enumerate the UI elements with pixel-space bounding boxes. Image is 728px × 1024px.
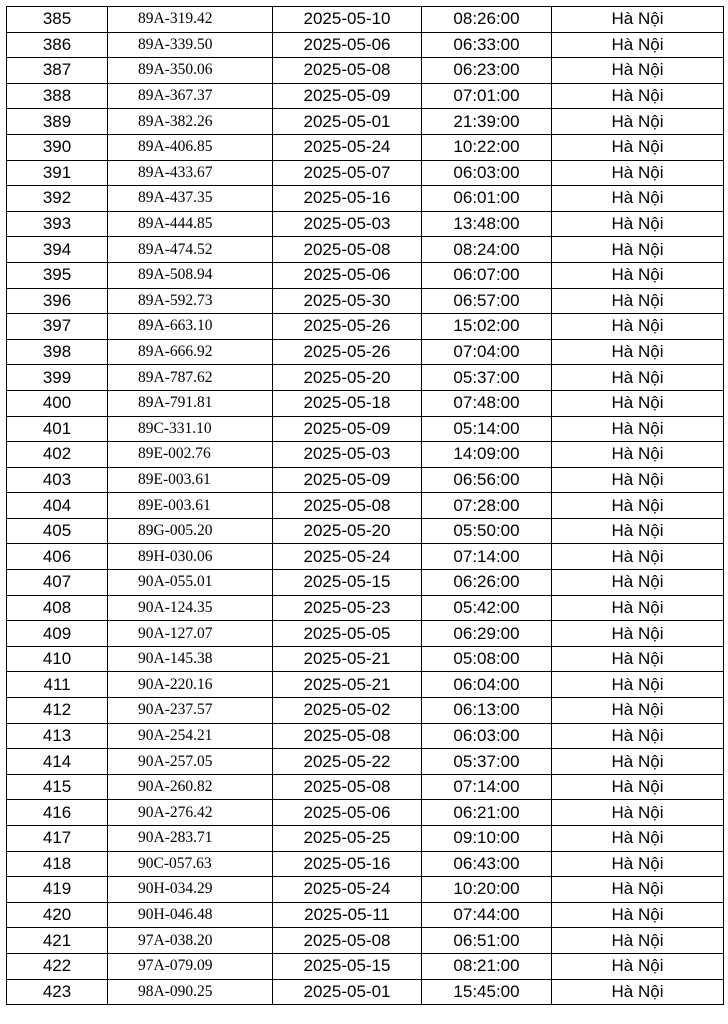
date-cell: 2025-05-08 — [273, 723, 422, 749]
license-plate-cell: 90A-124.35 — [108, 595, 273, 621]
license-plate-cell: 98A-090.25 — [108, 979, 273, 1005]
city-cell: Hà Nội — [552, 723, 724, 749]
table-row — [7, 953, 724, 979]
time-cell: 06:23:00 — [422, 58, 552, 84]
table-row — [7, 58, 724, 84]
date-cell: 2025-05-06 — [273, 32, 422, 58]
date-cell: 2025-05-02 — [273, 698, 422, 724]
time-cell: 08:21:00 — [422, 953, 552, 979]
time-cell: 09:10:00 — [422, 826, 552, 852]
row-number-cell: 415 — [7, 774, 108, 800]
time-cell: 10:22:00 — [422, 134, 552, 160]
time-cell: 06:13:00 — [422, 698, 552, 724]
date-cell: 2025-05-08 — [273, 774, 422, 800]
table-body — [7, 7, 724, 1005]
date-cell: 2025-05-06 — [273, 262, 422, 288]
city-cell: Hà Nội — [552, 160, 724, 186]
table-row — [7, 646, 724, 672]
date-cell: 2025-05-15 — [273, 953, 422, 979]
city-cell: Hà Nội — [552, 442, 724, 468]
date-cell: 2025-05-30 — [273, 288, 422, 314]
date-cell: 2025-05-26 — [273, 314, 422, 340]
city-cell: Hà Nội — [552, 518, 724, 544]
table-row — [7, 544, 724, 570]
date-cell: 2025-05-08 — [273, 237, 422, 263]
city-cell: Hà Nội — [552, 979, 724, 1005]
date-cell: 2025-05-05 — [273, 621, 422, 647]
time-cell: 07:14:00 — [422, 774, 552, 800]
date-cell: 2025-05-24 — [273, 877, 422, 903]
row-number-cell: 404 — [7, 493, 108, 519]
license-plate-cell: 89A-437.35 — [108, 186, 273, 212]
city-cell: Hà Nội — [552, 672, 724, 698]
license-plate-cell: 89A-444.85 — [108, 211, 273, 237]
time-cell: 15:02:00 — [422, 314, 552, 340]
table-row — [7, 390, 724, 416]
city-cell: Hà Nội — [552, 544, 724, 570]
table-row — [7, 698, 724, 724]
date-cell: 2025-05-25 — [273, 826, 422, 852]
date-cell: 2025-05-01 — [273, 109, 422, 135]
time-cell: 13:48:00 — [422, 211, 552, 237]
license-plate-cell: 89A-433.67 — [108, 160, 273, 186]
date-cell: 2025-05-21 — [273, 672, 422, 698]
license-plate-cell: 90A-055.01 — [108, 570, 273, 596]
time-cell: 07:14:00 — [422, 544, 552, 570]
table-row — [7, 979, 724, 1005]
row-number-cell: 406 — [7, 544, 108, 570]
time-cell: 07:28:00 — [422, 493, 552, 519]
time-cell: 05:37:00 — [422, 749, 552, 775]
row-number-cell: 420 — [7, 902, 108, 928]
license-plate-cell: 97A-038.20 — [108, 928, 273, 954]
time-cell: 07:01:00 — [422, 83, 552, 109]
time-cell: 06:56:00 — [422, 467, 552, 493]
city-cell: Hà Nội — [552, 902, 724, 928]
table-row — [7, 442, 724, 468]
city-cell: Hà Nội — [552, 698, 724, 724]
date-cell: 2025-05-18 — [273, 390, 422, 416]
date-cell: 2025-05-22 — [273, 749, 422, 775]
row-number-cell: 402 — [7, 442, 108, 468]
time-cell: 06:04:00 — [422, 672, 552, 698]
row-number-cell: 388 — [7, 83, 108, 109]
time-cell: 05:42:00 — [422, 595, 552, 621]
time-cell: 06:43:00 — [422, 851, 552, 877]
city-cell: Hà Nội — [552, 953, 724, 979]
date-cell: 2025-05-20 — [273, 365, 422, 391]
time-cell: 06:03:00 — [422, 160, 552, 186]
row-number-cell: 389 — [7, 109, 108, 135]
time-cell: 06:03:00 — [422, 723, 552, 749]
row-number-cell: 390 — [7, 134, 108, 160]
table-row — [7, 134, 724, 160]
license-plate-cell: 89A-367.37 — [108, 83, 273, 109]
date-cell: 2025-05-20 — [273, 518, 422, 544]
table-row — [7, 826, 724, 852]
table-row — [7, 570, 724, 596]
table-row — [7, 109, 724, 135]
row-number-cell: 419 — [7, 877, 108, 903]
license-plate-cell: 90A-260.82 — [108, 774, 273, 800]
city-cell: Hà Nội — [552, 365, 724, 391]
date-cell: 2025-05-03 — [273, 211, 422, 237]
license-plate-cell: 89A-663.10 — [108, 314, 273, 340]
time-cell: 06:07:00 — [422, 262, 552, 288]
license-plate-cell: 89G-005.20 — [108, 518, 273, 544]
table-row — [7, 288, 724, 314]
time-cell: 14:09:00 — [422, 442, 552, 468]
table-row — [7, 851, 724, 877]
city-cell: Hà Nội — [552, 749, 724, 775]
date-cell: 2025-05-23 — [273, 595, 422, 621]
city-cell: Hà Nội — [552, 339, 724, 365]
city-cell: Hà Nội — [552, 851, 724, 877]
date-cell: 2025-05-21 — [273, 646, 422, 672]
license-plate-cell: 89A-474.52 — [108, 237, 273, 263]
license-plate-cell: 89C-331.10 — [108, 416, 273, 442]
row-number-cell: 423 — [7, 979, 108, 1005]
time-cell: 06:33:00 — [422, 32, 552, 58]
row-number-cell: 418 — [7, 851, 108, 877]
row-number-cell: 387 — [7, 58, 108, 84]
row-number-cell: 385 — [7, 7, 108, 33]
time-cell: 07:04:00 — [422, 339, 552, 365]
time-cell: 06:51:00 — [422, 928, 552, 954]
table-row — [7, 83, 724, 109]
row-number-cell: 421 — [7, 928, 108, 954]
date-cell: 2025-05-24 — [273, 134, 422, 160]
table-row — [7, 518, 724, 544]
date-cell: 2025-05-16 — [273, 851, 422, 877]
row-number-cell: 391 — [7, 160, 108, 186]
city-cell: Hà Nội — [552, 237, 724, 263]
city-cell: Hà Nội — [552, 877, 724, 903]
table-row — [7, 416, 724, 442]
city-cell: Hà Nội — [552, 314, 724, 340]
row-number-cell: 393 — [7, 211, 108, 237]
row-number-cell: 416 — [7, 800, 108, 826]
table-row — [7, 467, 724, 493]
row-number-cell: 414 — [7, 749, 108, 775]
time-cell: 08:26:00 — [422, 7, 552, 33]
time-cell: 06:57:00 — [422, 288, 552, 314]
city-cell: Hà Nội — [552, 7, 724, 33]
table-row — [7, 365, 724, 391]
city-cell: Hà Nội — [552, 416, 724, 442]
license-plate-cell: 89A-382.26 — [108, 109, 273, 135]
city-cell: Hà Nội — [552, 467, 724, 493]
city-cell: Hà Nội — [552, 83, 724, 109]
license-plate-cell: 90A-257.05 — [108, 749, 273, 775]
date-cell: 2025-05-08 — [273, 493, 422, 519]
row-number-cell: 396 — [7, 288, 108, 314]
time-cell: 05:37:00 — [422, 365, 552, 391]
date-cell: 2025-05-10 — [273, 7, 422, 33]
date-cell: 2025-05-06 — [273, 800, 422, 826]
time-cell: 08:24:00 — [422, 237, 552, 263]
license-plate-cell: 90A-145.38 — [108, 646, 273, 672]
license-plate-cell: 90H-034.29 — [108, 877, 273, 903]
license-plate-cell: 89A-319.42 — [108, 7, 273, 33]
table-row — [7, 774, 724, 800]
date-cell: 2025-05-08 — [273, 58, 422, 84]
license-plate-cell: 90A-283.71 — [108, 826, 273, 852]
license-plate-cell: 89A-350.06 — [108, 58, 273, 84]
license-plate-cell: 90C-057.63 — [108, 851, 273, 877]
row-number-cell: 422 — [7, 953, 108, 979]
license-plate-cell: 89E-003.61 — [108, 467, 273, 493]
row-number-cell: 392 — [7, 186, 108, 212]
license-plate-cell: 89A-791.81 — [108, 390, 273, 416]
city-cell: Hà Nội — [552, 621, 724, 647]
row-number-cell: 397 — [7, 314, 108, 340]
license-plate-cell: 89E-002.76 — [108, 442, 273, 468]
table-row — [7, 186, 724, 212]
time-cell: 07:44:00 — [422, 902, 552, 928]
city-cell: Hà Nội — [552, 58, 724, 84]
table-row — [7, 262, 724, 288]
table-row — [7, 237, 724, 263]
date-cell: 2025-05-26 — [273, 339, 422, 365]
city-cell: Hà Nội — [552, 134, 724, 160]
row-number-cell: 395 — [7, 262, 108, 288]
table-row — [7, 902, 724, 928]
row-number-cell: 411 — [7, 672, 108, 698]
city-cell: Hà Nội — [552, 211, 724, 237]
date-cell: 2025-05-01 — [273, 979, 422, 1005]
row-number-cell: 409 — [7, 621, 108, 647]
date-cell: 2025-05-24 — [273, 544, 422, 570]
row-number-cell: 417 — [7, 826, 108, 852]
table-row — [7, 211, 724, 237]
row-number-cell: 412 — [7, 698, 108, 724]
table-row — [7, 928, 724, 954]
table-row — [7, 314, 724, 340]
row-number-cell: 410 — [7, 646, 108, 672]
city-cell: Hà Nội — [552, 800, 724, 826]
table-row — [7, 723, 724, 749]
date-cell: 2025-05-11 — [273, 902, 422, 928]
date-cell: 2025-05-07 — [273, 160, 422, 186]
table-row — [7, 749, 724, 775]
time-cell: 07:48:00 — [422, 390, 552, 416]
city-cell: Hà Nội — [552, 595, 724, 621]
table-row — [7, 877, 724, 903]
date-cell: 2025-05-09 — [273, 83, 422, 109]
license-plate-cell: 90A-276.42 — [108, 800, 273, 826]
table-row — [7, 160, 724, 186]
city-cell: Hà Nội — [552, 390, 724, 416]
city-cell: Hà Nội — [552, 493, 724, 519]
table-row — [7, 595, 724, 621]
time-cell: 06:29:00 — [422, 621, 552, 647]
row-number-cell: 408 — [7, 595, 108, 621]
city-cell: Hà Nội — [552, 32, 724, 58]
city-cell: Hà Nội — [552, 826, 724, 852]
city-cell: Hà Nội — [552, 288, 724, 314]
row-number-cell: 386 — [7, 32, 108, 58]
license-plate-cell: 89A-787.62 — [108, 365, 273, 391]
row-number-cell: 401 — [7, 416, 108, 442]
date-cell: 2025-05-09 — [273, 416, 422, 442]
row-number-cell: 407 — [7, 570, 108, 596]
row-number-cell: 398 — [7, 339, 108, 365]
license-plate-cell: 90A-254.21 — [108, 723, 273, 749]
row-number-cell: 399 — [7, 365, 108, 391]
city-cell: Hà Nội — [552, 186, 724, 212]
city-cell: Hà Nội — [552, 570, 724, 596]
date-cell: 2025-05-16 — [273, 186, 422, 212]
time-cell: 05:14:00 — [422, 416, 552, 442]
date-cell: 2025-05-09 — [273, 467, 422, 493]
city-cell: Hà Nội — [552, 928, 724, 954]
row-number-cell: 405 — [7, 518, 108, 544]
row-number-cell: 403 — [7, 467, 108, 493]
license-plate-cell: 90A-127.07 — [108, 621, 273, 647]
table-row — [7, 800, 724, 826]
city-cell: Hà Nội — [552, 774, 724, 800]
time-cell: 21:39:00 — [422, 109, 552, 135]
table-row — [7, 7, 724, 33]
date-cell: 2025-05-08 — [273, 928, 422, 954]
license-plate-cell: 90A-220.16 — [108, 672, 273, 698]
license-plate-cell: 89A-406.85 — [108, 134, 273, 160]
date-cell: 2025-05-03 — [273, 442, 422, 468]
table-row — [7, 672, 724, 698]
city-cell: Hà Nội — [552, 646, 724, 672]
time-cell: 06:26:00 — [422, 570, 552, 596]
license-plate-cell: 90A-237.57 — [108, 698, 273, 724]
table-row — [7, 493, 724, 519]
license-plate-cell: 89A-666.92 — [108, 339, 273, 365]
license-plate-cell: 90H-046.48 — [108, 902, 273, 928]
row-number-cell: 394 — [7, 237, 108, 263]
city-cell: Hà Nội — [552, 262, 724, 288]
license-plate-cell: 89H-030.06 — [108, 544, 273, 570]
row-number-cell: 400 — [7, 390, 108, 416]
license-plate-cell: 89E-003.61 — [108, 493, 273, 519]
violations-table — [6, 6, 724, 1005]
license-plate-cell: 89A-508.94 — [108, 262, 273, 288]
time-cell: 05:08:00 — [422, 646, 552, 672]
license-plate-cell: 89A-592.73 — [108, 288, 273, 314]
city-cell: Hà Nội — [552, 109, 724, 135]
time-cell: 06:21:00 — [422, 800, 552, 826]
time-cell: 10:20:00 — [422, 877, 552, 903]
time-cell: 05:50:00 — [422, 518, 552, 544]
time-cell: 15:45:00 — [422, 979, 552, 1005]
time-cell: 06:01:00 — [422, 186, 552, 212]
license-plate-cell: 89A-339.50 — [108, 32, 273, 58]
date-cell: 2025-05-15 — [273, 570, 422, 596]
license-plate-cell: 97A-079.09 — [108, 953, 273, 979]
table-row — [7, 621, 724, 647]
row-number-cell: 413 — [7, 723, 108, 749]
table-row — [7, 339, 724, 365]
table-row — [7, 32, 724, 58]
